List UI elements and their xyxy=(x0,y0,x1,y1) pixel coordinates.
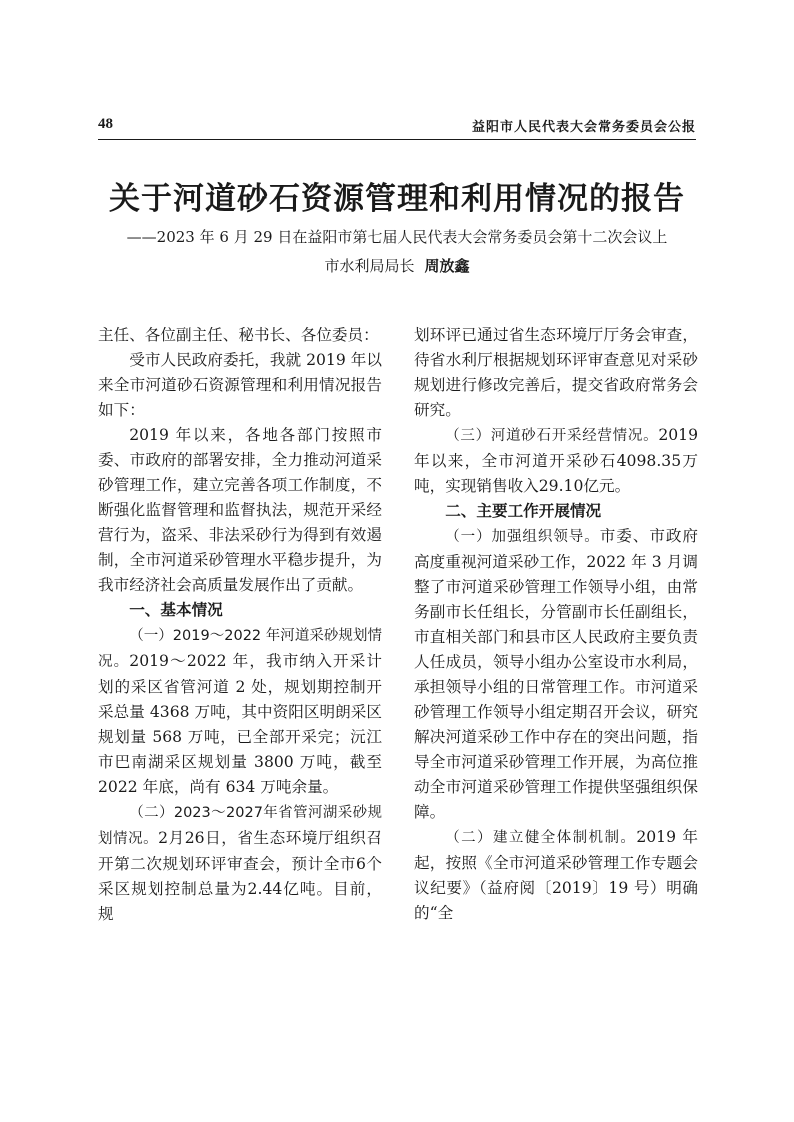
page-header xyxy=(98,114,696,138)
left-column xyxy=(98,323,382,927)
intro-paragraph: 受市人民政府委托，我就 2019 年以来全市河道砂石资源管理和利用情况报告如下： xyxy=(98,351,382,419)
author-name: 周放鑫 xyxy=(424,257,470,275)
section-heading-work: 二、主要工作开展情况 xyxy=(445,502,602,520)
summary-paragraph: 2019 年以来，各地各部门按照市委、市政府的部署安排，全力推动河道采砂管理工作，建立完善各项工作制度，不断强化监督管理和监督执法，规范开采经营行为，盗采、非法采砂行为得到有效遏制，全市河道采砂管理水平稳步提升，为我市经济社会高质量发展作出了贡献。 xyxy=(98,426,382,594)
item1-text: 2019～2022 年，我市纳入开采计划的采区省管河道 2 处，规划期控制开采总量 4368 万吨，其中资阳区明朗采区规划量 568 万吨，已全部开采完；沅江市巴南湖采区规划量 3800 万吨，截至 2022 年底，尚有 634 万吨余量。 xyxy=(98,652,383,796)
author-position: 市水利局局长 xyxy=(324,257,415,275)
work1-paragraph xyxy=(414,524,698,825)
header-rule xyxy=(98,139,696,140)
page-number: 48 xyxy=(98,116,113,132)
item3-lead: （三）河道砂石开采经营情况。 xyxy=(445,428,659,444)
item1-paragraph xyxy=(98,623,382,800)
item2-paragraph xyxy=(98,800,382,927)
work2-text: 2019 年起，按照《全市河道采砂管理工作专题会议纪要》（益府阅〔2019〕19 号）明确的“全 xyxy=(414,828,698,922)
item3-text: 2019 年以来，全市河道开采砂石4098.35万吨，实现销售收入29.10亿元。 xyxy=(414,426,698,495)
work2-paragraph xyxy=(414,825,698,926)
report-subtitle: ——2023 年 6 月 29 日在益阳市第七届人民代表大会常务委员会第十二次会议上 xyxy=(126,228,668,246)
salutation: 主任、各位副主任、秘书长、各位委员： xyxy=(98,326,379,344)
work2-lead: （二）建立健全体制机制。 xyxy=(445,830,637,846)
journal-title: 益阳市人民代表大会常务委员会公报 xyxy=(471,120,696,135)
item2-text: 2月26日，省生态环境厅组织召开第二次规划环评审查会，预计全市6个采区规划控制总量为2.44亿吨。目前，规 xyxy=(98,829,383,923)
section-heading-basic: 一、基本情况 xyxy=(129,601,223,619)
report-title: 关于河道砂石资源管理和利用情况的报告 xyxy=(109,181,685,217)
work1-lead: （一）加强组织领导。 xyxy=(445,529,600,545)
item3-paragraph xyxy=(414,423,698,499)
item2-lead: （二）2023～2027年省管河湖采砂规划情况。 xyxy=(98,805,382,847)
item2-continuation: 划环评已通过省生态环境厅厅务会审查，待省水利厅根据规划环评审查意见对采砂规划进行修改完善后，提交省政府常务会研究。 xyxy=(414,326,698,419)
right-column xyxy=(414,323,698,926)
item1-lead: （一）2019～2022 年河道采砂规划情况。 xyxy=(98,628,382,670)
work1-text: 市委、市政府高度重视河道采砂工作，2022 年 3 月调整了市河道采砂管理工作领导小组，由常务副市长任组长，分管副市长任副组长，市直相关部门和县市区人民政府主要负责人任成员，领导小组办公室设市水利局，承担领导小组的日常管理工作。市河道采砂管理工作领导小组定期召开会议，研究解决河道采砂工作中存在的突出问题，指导全市河道采砂管理工作开展，为高位推动全市河道采砂管理工作提供坚强组织保障。 xyxy=(414,527,698,821)
author-line xyxy=(0,255,794,276)
